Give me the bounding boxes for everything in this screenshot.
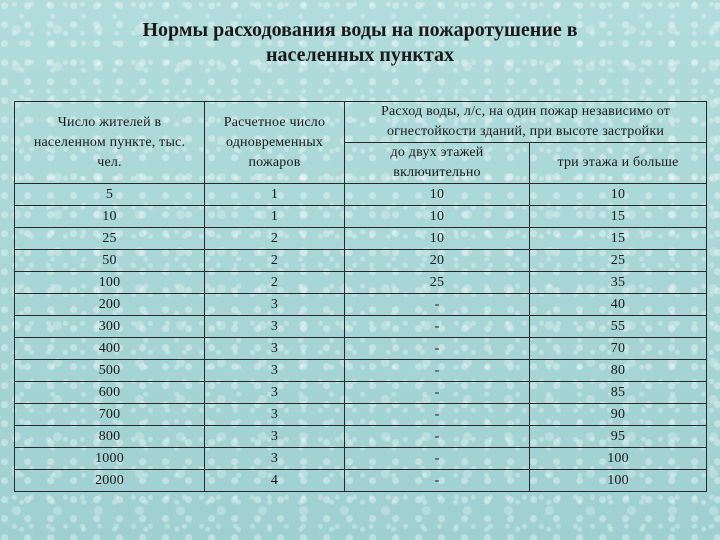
cell-low-rise: -: [345, 470, 530, 492]
cell-fires: 4: [205, 470, 345, 492]
cell-high-rise: 80: [530, 360, 707, 382]
table-row: [15, 404, 707, 426]
cell-fires: 2: [205, 250, 345, 272]
cell-high-rise: 55: [530, 316, 707, 338]
title-line-1: Нормы расходования воды на пожаротушение в: [142, 19, 578, 41]
table-row: [15, 294, 707, 316]
cell-high-rise: 10: [530, 184, 707, 206]
table-row: [15, 184, 707, 206]
header-low-rise: до двух этажей включительно: [345, 143, 530, 184]
cell-low-rise: 25: [345, 272, 530, 294]
cell-low-rise: 20: [345, 250, 530, 272]
table-row: [15, 448, 707, 470]
header-population: Число жителей в населенном пункте, тыс. чел.: [15, 102, 205, 184]
cell-fires: 3: [205, 360, 345, 382]
cell-high-rise: 25: [530, 250, 707, 272]
table-row: [15, 360, 707, 382]
table-row: [15, 316, 707, 338]
cell-low-rise: -: [345, 360, 530, 382]
cell-population: 5: [15, 184, 205, 206]
cell-low-rise: -: [345, 426, 530, 448]
cell-high-rise: 40: [530, 294, 707, 316]
cell-population: 10: [15, 206, 205, 228]
cell-fires: 3: [205, 448, 345, 470]
cell-population: 100: [15, 272, 205, 294]
cell-high-rise: 100: [530, 448, 707, 470]
header-high-rise: три этажа и больше: [530, 143, 707, 184]
cell-high-rise: 85: [530, 382, 707, 404]
cell-population: 25: [15, 228, 205, 250]
cell-population: 1000: [15, 448, 205, 470]
cell-fires: 3: [205, 294, 345, 316]
table-row: [15, 228, 707, 250]
cell-population: 500: [15, 360, 205, 382]
table-row: [15, 206, 707, 228]
cell-population: 400: [15, 338, 205, 360]
cell-low-rise: -: [345, 404, 530, 426]
cell-low-rise: -: [345, 294, 530, 316]
cell-population: 2000: [15, 470, 205, 492]
table-row: [15, 272, 707, 294]
cell-fires: 3: [205, 404, 345, 426]
cell-population: 800: [15, 426, 205, 448]
cell-fires: 1: [205, 184, 345, 206]
cell-low-rise: -: [345, 316, 530, 338]
cell-high-rise: 15: [530, 228, 707, 250]
cell-fires: 3: [205, 382, 345, 404]
cell-low-rise: 10: [345, 228, 530, 250]
cell-low-rise: 10: [345, 184, 530, 206]
title-line-2: населенных пунктах: [266, 44, 454, 66]
cell-low-rise: -: [345, 382, 530, 404]
cell-high-rise: 15: [530, 206, 707, 228]
header-consumption: Расход воды, л/с, на один пожар независимо от огнестойкости зданий, при высоте застройки: [345, 102, 707, 143]
cell-high-rise: 70: [530, 338, 707, 360]
header-fires: Расчетное число одновременных пожаров: [205, 102, 345, 184]
table-row: [15, 338, 707, 360]
cell-fires: 3: [205, 426, 345, 448]
cell-fires: 1: [205, 206, 345, 228]
cell-population: 200: [15, 294, 205, 316]
cell-fires: 2: [205, 272, 345, 294]
cell-fires: 3: [205, 316, 345, 338]
table-row: [15, 382, 707, 404]
cell-fires: 3: [205, 338, 345, 360]
table-row: [15, 426, 707, 448]
cell-population: 50: [15, 250, 205, 272]
cell-population: 600: [15, 382, 205, 404]
cell-population: 300: [15, 316, 205, 338]
cell-low-rise: -: [345, 448, 530, 470]
cell-high-rise: 90: [530, 404, 707, 426]
table-row: [15, 250, 707, 272]
page-title: [0, 18, 720, 68]
cell-high-rise: 95: [530, 426, 707, 448]
cell-high-rise: 35: [530, 272, 707, 294]
table-row: [15, 470, 707, 492]
cell-high-rise: 100: [530, 470, 707, 492]
cell-low-rise: 10: [345, 206, 530, 228]
water-norms-table: [14, 101, 707, 492]
cell-low-rise: -: [345, 338, 530, 360]
cell-population: 700: [15, 404, 205, 426]
cell-fires: 2: [205, 228, 345, 250]
